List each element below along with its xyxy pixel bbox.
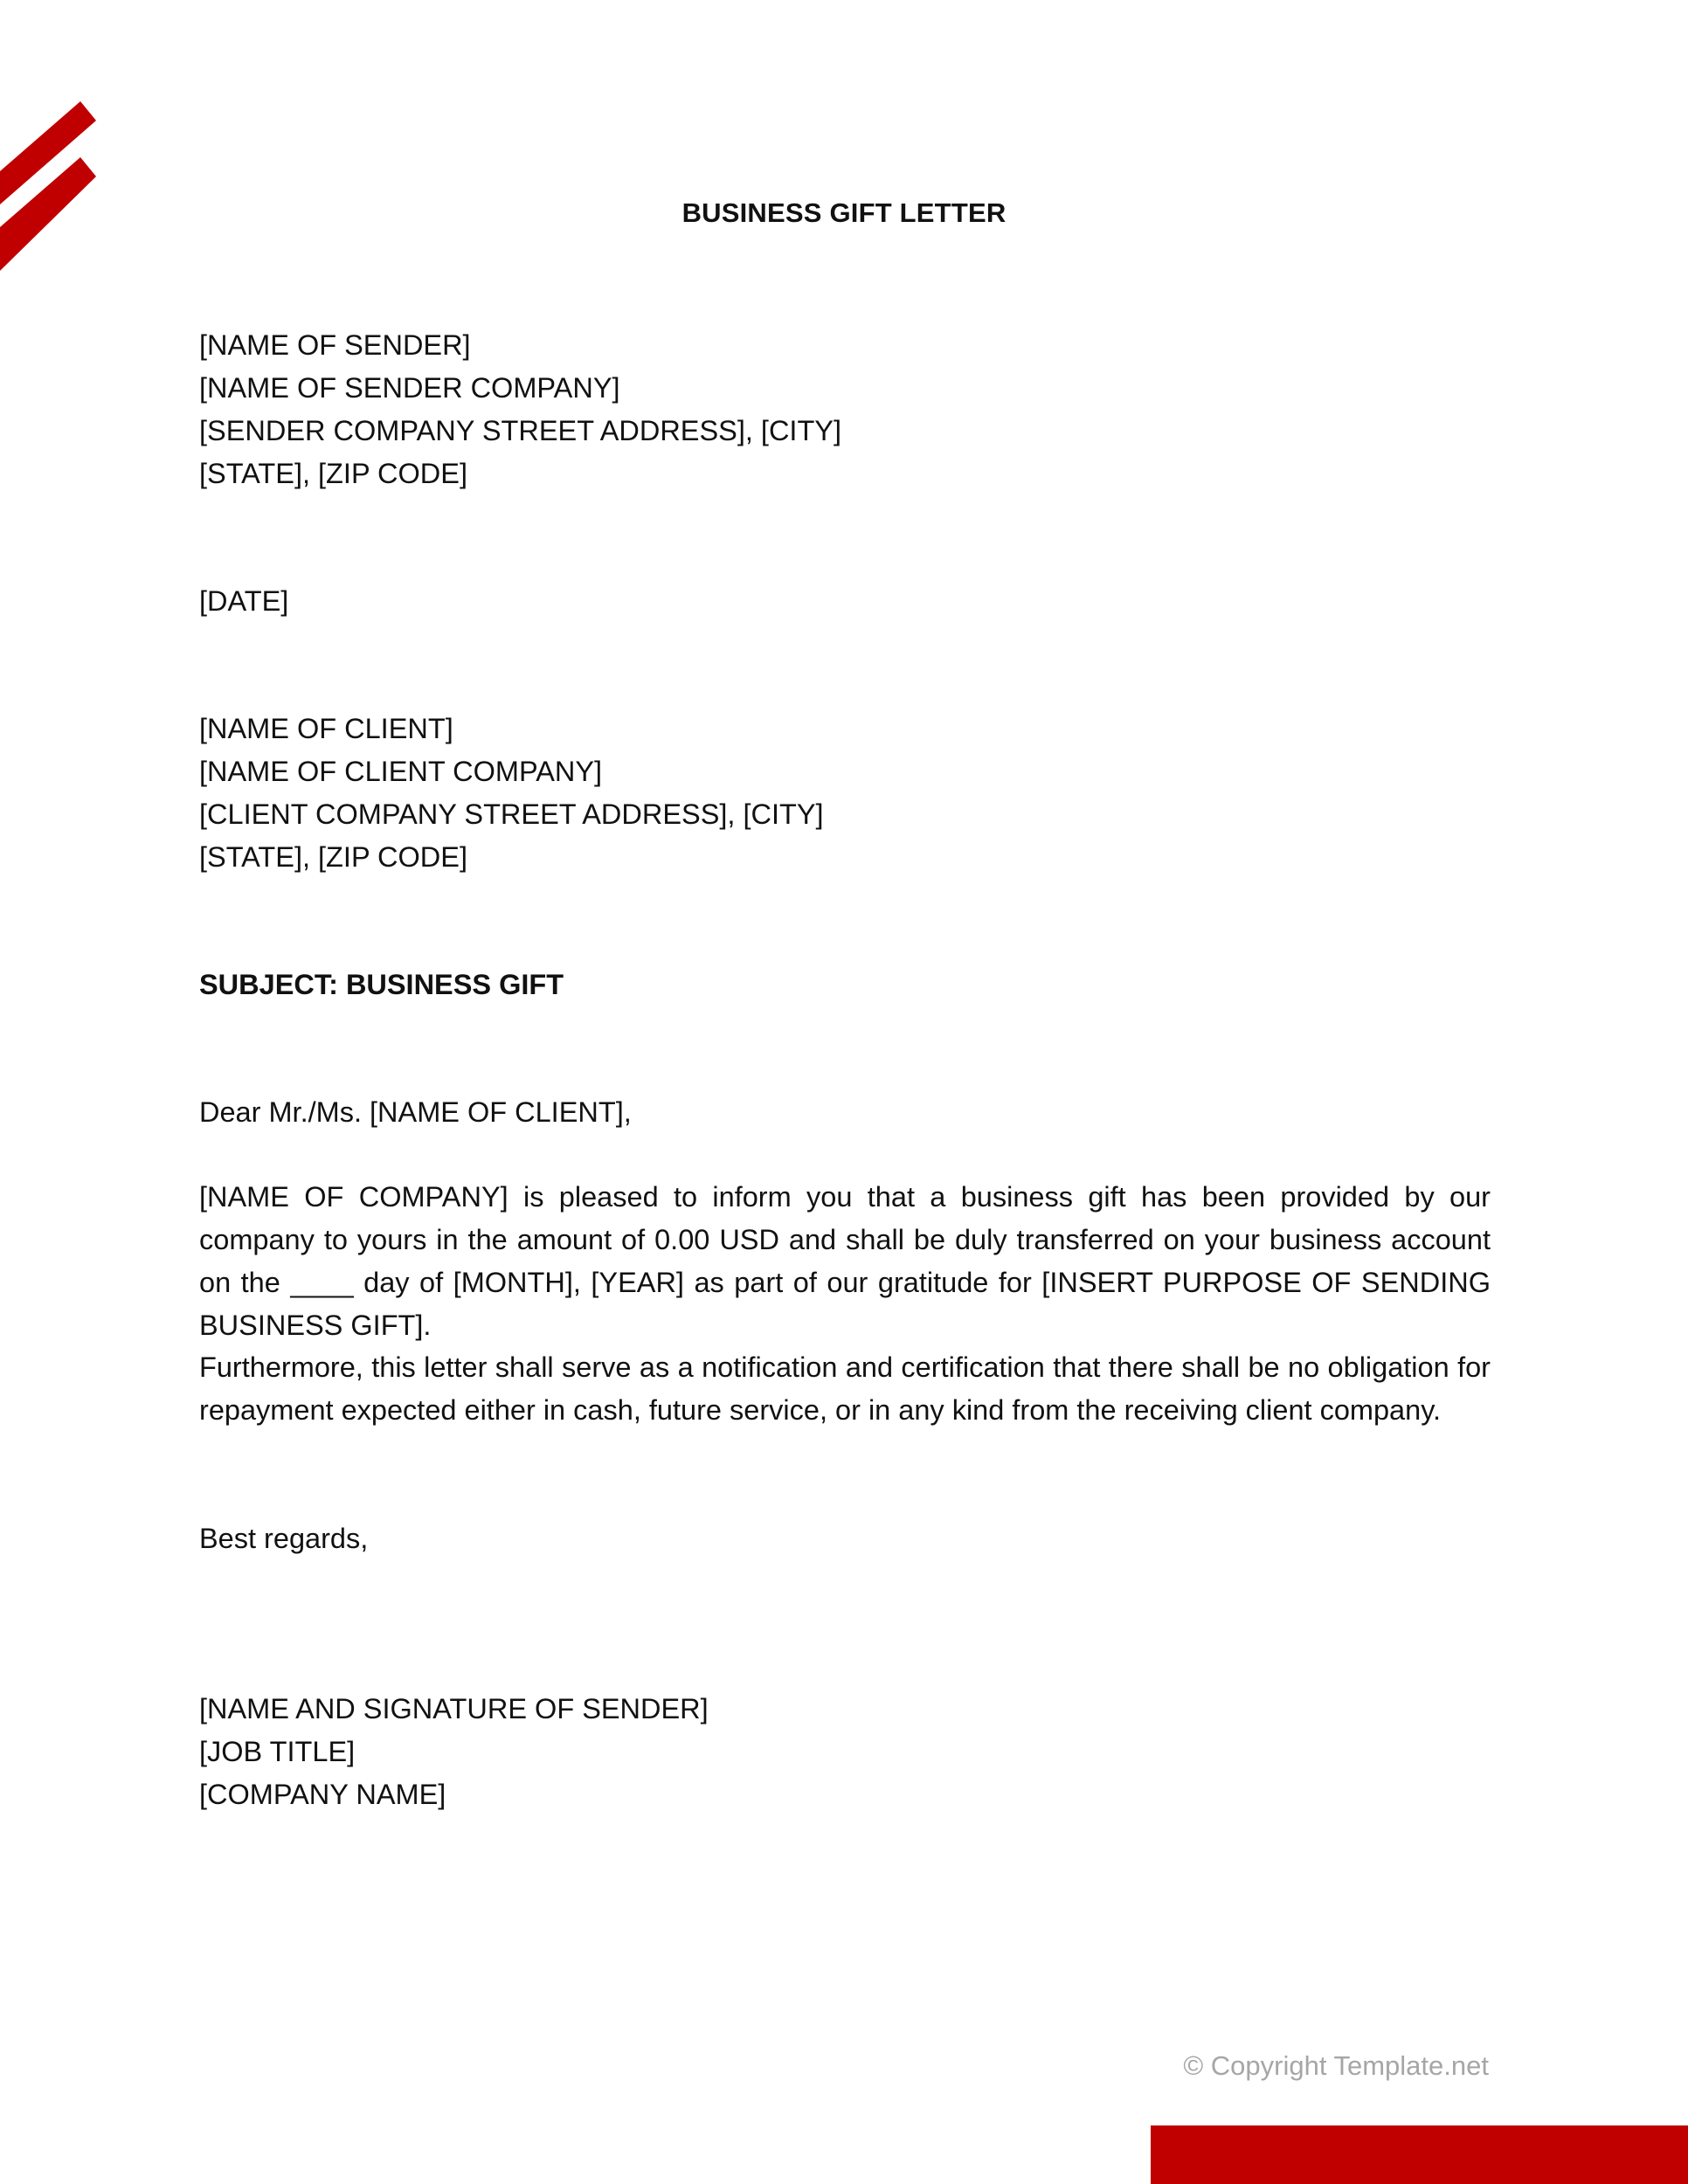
signature-name: [NAME AND SIGNATURE OF SENDER] (199, 1693, 709, 1724)
double-red-slash-icon (0, 0, 105, 280)
subject-line: SUBJECT: BUSINESS GIFT (199, 969, 564, 1000)
sender-street-city: [SENDER COMPANY STREET ADDRESS], [CITY] (199, 415, 842, 446)
body-paragraph-1: [NAME OF COMPANY] is pleased to inform you that a business gift has been provided by our company to yours in the amount of 0.00 USD and shall be duly transferred on your business account on the ____ day of [MONTH], [YEAR] as part of our gratitude for [INSERT PURPOSE OF SENDING BUSINESS GIFT]. (199, 1181, 1491, 1341)
client-name: [NAME OF CLIENT] (199, 713, 453, 744)
sender-state-zip: [STATE], [ZIP CODE] (199, 458, 467, 489)
signature-block (199, 1688, 709, 1816)
sender-address-block (199, 324, 841, 495)
salutation: Dear Mr./Ms. [NAME OF CLIENT], (199, 1096, 632, 1128)
document-title: BUSINESS GIFT LETTER (681, 197, 1007, 228)
client-state-zip: [STATE], [ZIP CODE] (199, 841, 467, 873)
client-company: [NAME OF CLIENT COMPANY] (199, 756, 603, 787)
sender-name: [NAME OF SENDER] (199, 329, 471, 361)
signature-job-title: [JOB TITLE] (199, 1736, 356, 1767)
client-address-block (199, 708, 824, 879)
signature-company: [COMPANY NAME] (199, 1779, 446, 1810)
letter-date: [DATE] (199, 585, 289, 617)
footer-accent-bar (1151, 2125, 1688, 2184)
body-paragraph-2: Furthermore, this letter shall serve as a notification and certification that there shall be no obligation for repayment expected either in cash, future service, or in any kind from the receiving client company. (199, 1351, 1491, 1426)
copyright-notice: © Copyright Template.net (1183, 2050, 1489, 2081)
sender-company: [NAME OF SENDER COMPANY] (199, 372, 620, 404)
closing: Best regards, (199, 1523, 369, 1554)
client-street-city: [CLIENT COMPANY STREET ADDRESS], [CITY] (199, 798, 824, 830)
